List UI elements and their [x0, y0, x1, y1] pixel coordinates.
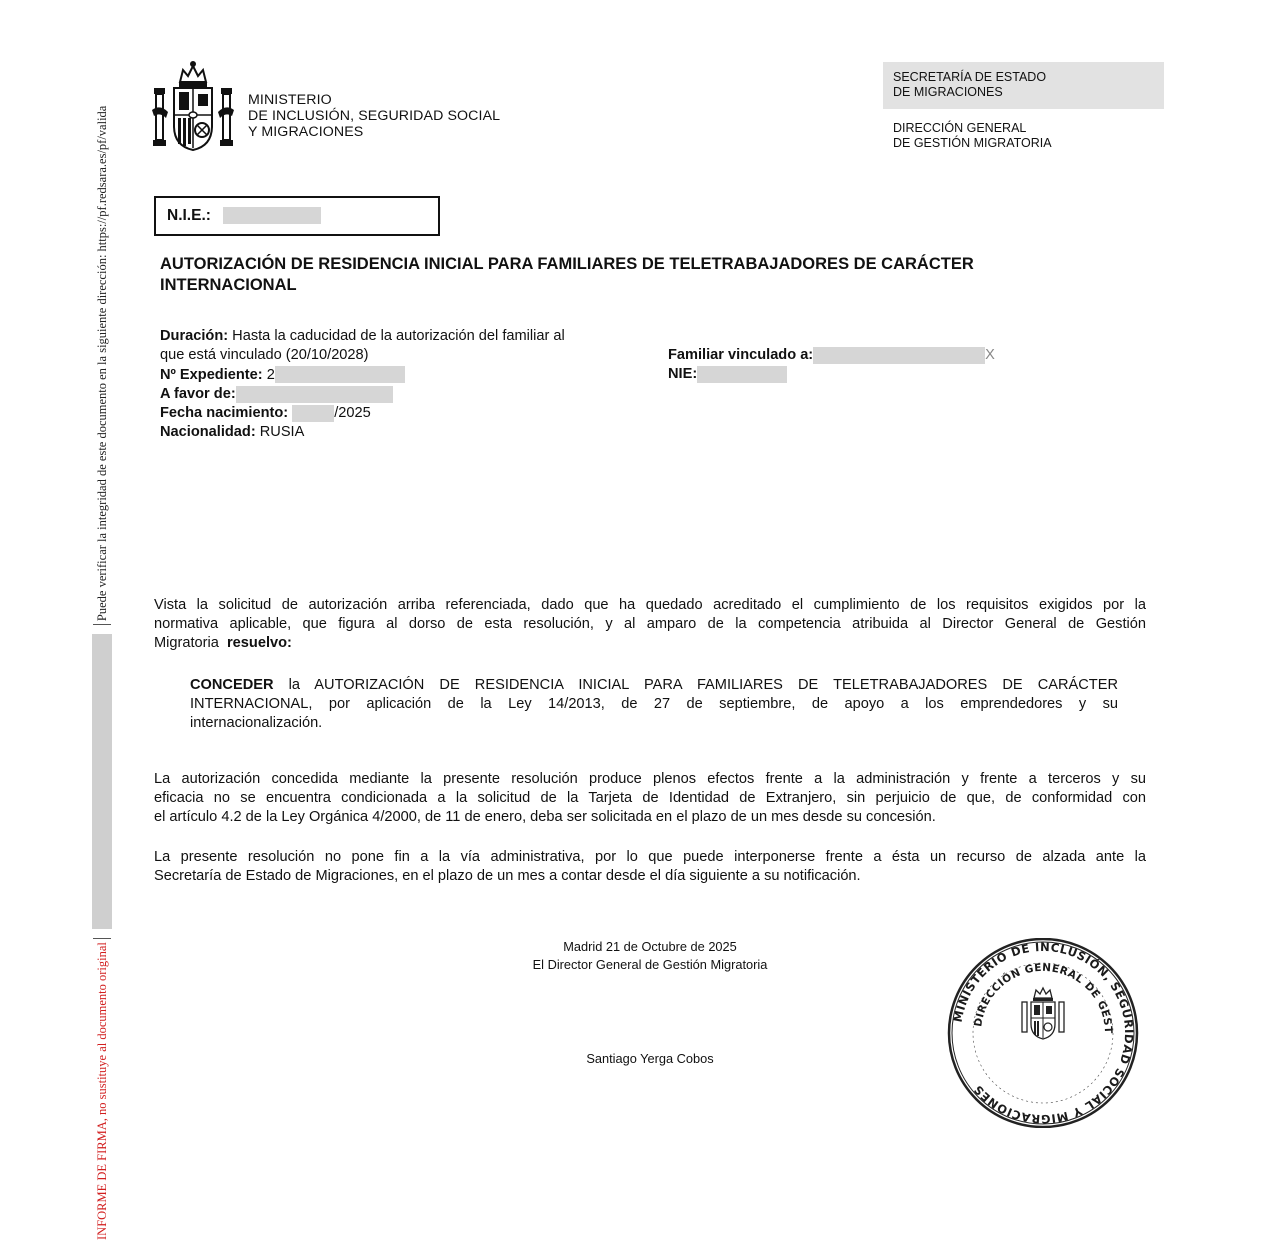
- signatory-name: Santiago Yerga Cobos: [586, 1051, 714, 1066]
- ministry-name: [248, 92, 500, 140]
- conceder-line: internacionalización.: [190, 715, 323, 731]
- stamp-inner-text: DIRECCIÓN GENERAL DE GEST: [972, 961, 1115, 1035]
- resuelvo-text: resuelvo:: [227, 635, 292, 651]
- fecha-suffix: /2025: [334, 405, 371, 422]
- conceder-first-line: [190, 676, 1118, 695]
- signature-block: [450, 938, 850, 974]
- direccion-line: DE GESTIÓN MIGRATORIA: [893, 136, 1052, 150]
- side-note-verify-text: Puede verificar la integridad de este documento en la siguiente dirección: https://pf.redsara.es/pf/valida: [94, 105, 109, 622]
- secretaria-line: DE MIGRACIONES: [893, 85, 1003, 99]
- afavor-redacted: [236, 386, 393, 403]
- direccion-line: DIRECCIÓN GENERAL: [893, 121, 1027, 135]
- secretaria-label: [893, 70, 1046, 100]
- ministry-line: MINISTERIO: [248, 92, 332, 108]
- afavor-row: [160, 385, 640, 404]
- vista-last-line: [154, 634, 1146, 653]
- nie-label-text: N.I.E.:: [167, 207, 211, 224]
- linked-family-fields: [668, 346, 1048, 385]
- fecha-row: [160, 404, 640, 423]
- side-redacted-bar: [92, 634, 112, 929]
- stamp-outer-text: MINISTERIO DE INCLUSIÓN, SEGURIDAD SOCIAL Y MIGRACIONES: [950, 939, 1137, 1127]
- vista-paragraph: [154, 596, 1146, 653]
- duracion-value-cont: que está vinculado (20/10/2028): [160, 347, 369, 364]
- duracion-value: Hasta la caducidad de la autorización del familiar al: [232, 328, 565, 344]
- title-line: AUTORIZACIÓN DE RESIDENCIA INICIAL PARA FAMILIARES DE TELETRABAJADORES DE CARÁCTER: [160, 255, 974, 273]
- efectos-line: eficacia no se encuentra condicionada a la solicitud de la Tarjeta de Identidad de Extranjero, sin perjuicio de que, de conformidad con: [154, 790, 1146, 806]
- nie2-row: [668, 365, 1048, 384]
- conceder-line: INTERNACIONAL, por aplicación de la Ley 14/2013, de 27 de septiembre, de apoyo a los emprendedores y su: [190, 696, 1118, 712]
- nacionalidad-row: [160, 423, 640, 442]
- nie-label: [167, 207, 321, 225]
- document-title: [160, 254, 1100, 296]
- vista-line: Vista la solicitud de autorización arriba referenciada, dado que ha quedado acreditado el cumplimiento de los requisitos exigidos por la: [154, 597, 1146, 613]
- recurso-line: La presente resolución no pone fin a la vía administrativa, por lo que puede interponerse frente a ésta un recurso de alzada ante la: [154, 849, 1146, 865]
- secretaria-line: SECRETARÍA DE ESTADO: [893, 70, 1047, 84]
- conceder-bold: CONCEDER: [190, 677, 274, 693]
- signature-date: Madrid 21 de Octubre de 2025: [563, 939, 737, 954]
- duracion-label: Duración:: [160, 328, 229, 344]
- fecha-label: Fecha nacimiento:: [160, 405, 289, 422]
- nie2-redacted: [697, 366, 787, 383]
- nie2-label: NIE:: [668, 366, 698, 383]
- side-note-red-text: INFORME DE FIRMA, no sustituye al documento original: [94, 942, 109, 1240]
- familiar-label: Familiar vinculado a:: [668, 347, 814, 363]
- side-separator: [93, 624, 111, 625]
- duracion-row: [160, 327, 640, 346]
- side-separator: [93, 938, 111, 939]
- efectos-line: el artículo 4.2 de la Ley Orgánica 4/2000, de 11 de enero, deba ser solicitada en el plazo de un mes desde su concesión.: [154, 809, 936, 825]
- familiar-redacted: [813, 347, 985, 364]
- expediente-label: Nº Expediente:: [160, 366, 263, 383]
- vista-line: Migratoria: [154, 635, 219, 651]
- ministry-line: Y MIGRACIONES: [248, 124, 364, 140]
- familiar-row: [668, 346, 1048, 365]
- recurso-paragraph: [154, 848, 1146, 886]
- title-line: INTERNACIONAL: [160, 276, 297, 294]
- fecha-redacted: [292, 405, 334, 422]
- expediente-prefix: 2: [266, 366, 275, 383]
- vista-line: normativa aplicable, que figura al dorso de esta resolución, y al amparo de la competencia atribuida al Director General de Gestión: [154, 616, 1146, 632]
- efectos-paragraph: [154, 770, 1146, 827]
- expediente-redacted: [275, 366, 405, 383]
- ministry-line: DE INCLUSIÓN, SEGURIDAD SOCIAL: [248, 108, 501, 124]
- coat-of-arms-logo: [150, 60, 236, 152]
- efectos-line: La autorización concedida mediante la presente resolución produce plenos efectos frente a la administración y frente a terceros y su: [154, 771, 1146, 787]
- conceder-line: la AUTORIZACIÓN DE RESIDENCIA INICIAL PARA FAMILIARES DE TELETRABAJADORES DE CARÁCTER: [288, 677, 1118, 693]
- applicant-fields: [160, 327, 640, 443]
- side-verification-note: [92, 106, 112, 1240]
- nacionalidad-label: Nacionalidad:: [160, 424, 256, 441]
- familiar-suffix: X: [985, 347, 995, 363]
- expediente-row: [160, 366, 640, 385]
- conceder-paragraph: [190, 676, 1118, 733]
- afavor-label: A favor de:: [160, 385, 236, 402]
- official-stamp: [942, 938, 1144, 1128]
- signature-position: El Director General de Gestión Migratoria: [532, 957, 768, 972]
- recurso-line: Secretaría de Estado de Migraciones, en el plazo de un mes a contar desde el día siguiente a su notificación.: [154, 868, 861, 884]
- nie-redacted: [223, 207, 321, 224]
- direccion-general-label: [893, 121, 1052, 151]
- stamp-arms-icon: [1022, 988, 1064, 1039]
- nacionalidad-value: RUSIA: [259, 424, 305, 441]
